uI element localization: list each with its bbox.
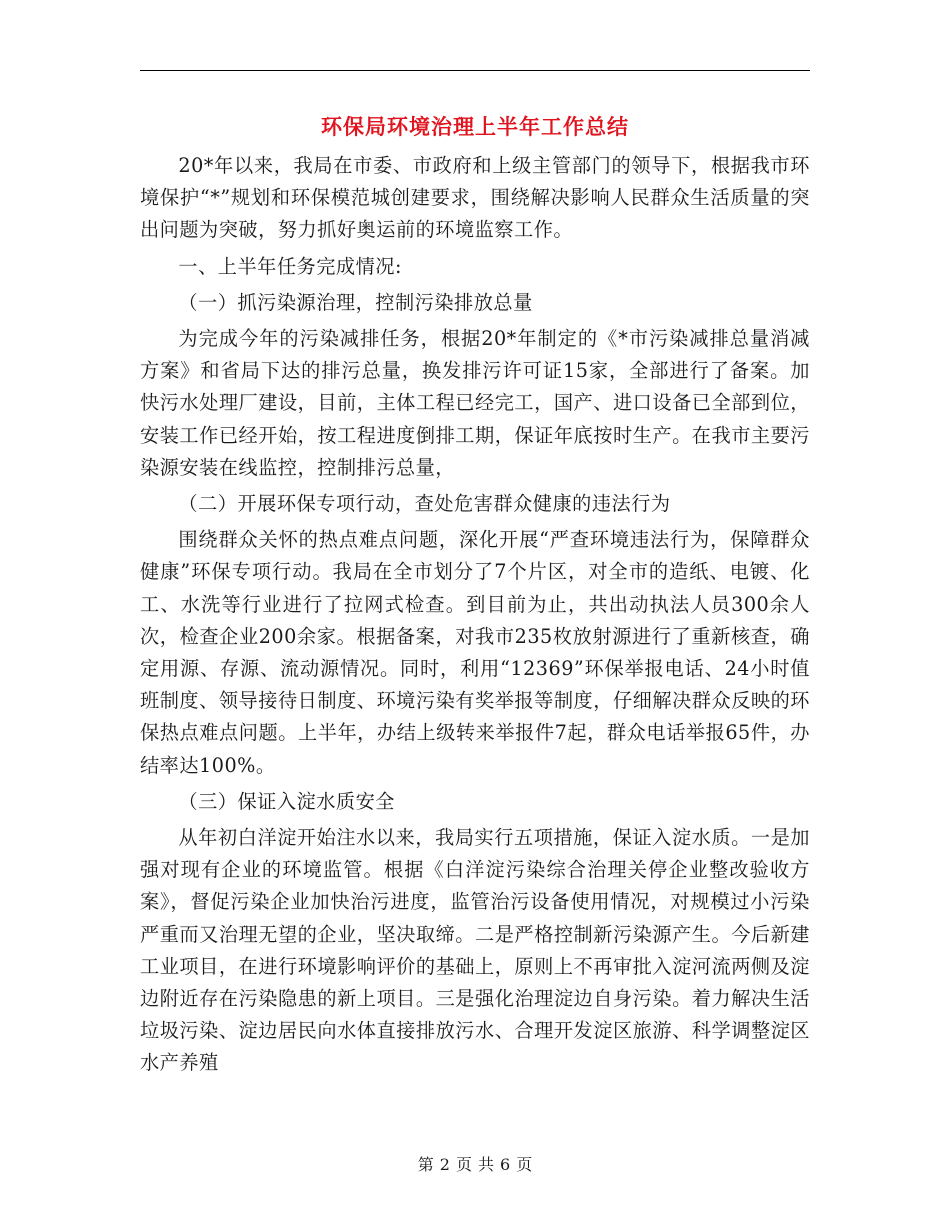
document-body <box>140 150 810 1080</box>
footer-page-unit: 页 <box>455 1155 472 1174</box>
paragraph-special-action: 围绕群众关怀的热点难点问题，深化开展“严查环境违法行为，保障群众健康”环保专项行动。我局在全市划分了7个片区，对全市的造纸、电镀、化工、水洗等行业进行了拉网式检查。到目前为止，共出动执法人员300余人次，检查企业200余家。根据备案，对我市235枚放射源进行了重新核查，确定用源、存源、流动源情况。同时，利用“12369”环保举报电话、24小时值班制度、领导接待日制度、环境污染有奖举报等制度，仔细解决群众反映的环保热点难点问题。上半年，办结上级转来举报件7起，群众电话举报65件，办结率达100%。 <box>140 528 810 777</box>
footer-page-number: 2 <box>439 1155 450 1174</box>
page-footer <box>140 1153 810 1177</box>
document-title: 环保局环境治理上半年工作总结 <box>321 114 629 139</box>
section-heading-1: 一、上半年任务完成情况: <box>178 254 402 278</box>
subsection-heading-1: （一）抓污染源治理，控制污染排放总量 <box>178 290 533 314</box>
paragraph-intro: 20*年以来，我局在市委、市政府和上级主管部门的领导下，根据我市环境保护“*”规划和环保模范城创建要求，围绕解决影响人民群众生活质量的突出问题为突破，努力抓好奥运前的环境监察工作。 <box>140 154 810 242</box>
subsection-heading-3: （三）保证入淀水质安全 <box>178 789 395 813</box>
footer-prefix: 第 <box>417 1155 434 1174</box>
footer-total-pages: 6 <box>500 1155 511 1174</box>
footer-total-unit: 页 <box>516 1155 533 1174</box>
footer-total-prefix: 共 <box>478 1155 495 1174</box>
header-rule <box>140 70 810 71</box>
paragraph-pollution-control: 为完成今年的污染减排任务，根据20*年制定的《*市污染减排总量消减方案》和省局下达的排污总量，换发排污许可证15家，全部进行了备案。加快污水处理厂建设，目前，主体工程已经完工，国产、进口设备已全部到位，安装工作已经开始，按工程进度倒排工期，保证年底按时生产。在我市主要污染源安装在线监控，控制排污总量， <box>140 327 810 479</box>
paragraph-water-quality: 从年初白洋淀开始注水以来，我局实行五项措施，保证入淀水质。一是加强对现有企业的环境监管。根据《白洋淀污染综合治理关停企业整改验收方案》，督促污染企业加快治污进度，监管治污设备使用情况，对规模过小污染严重而又治理无望的企业，坚决取缔。二是严格控制新污染源产生。今后新建工业项目，在进行环境影响评价的基础上，原则上不再审批入淀河流两侧及淀边附近存在污染隐患的新上项目。三是强化治理淀边自身污染。着力解决生活垃圾污染、淀边居民向水体直接排放污水、合理开发淀区旅游、科学调整淀区水产养殖 <box>140 826 810 1075</box>
subsection-heading-2: （二）开展环保专项行动，查处危害群众健康的违法行为 <box>178 492 671 516</box>
